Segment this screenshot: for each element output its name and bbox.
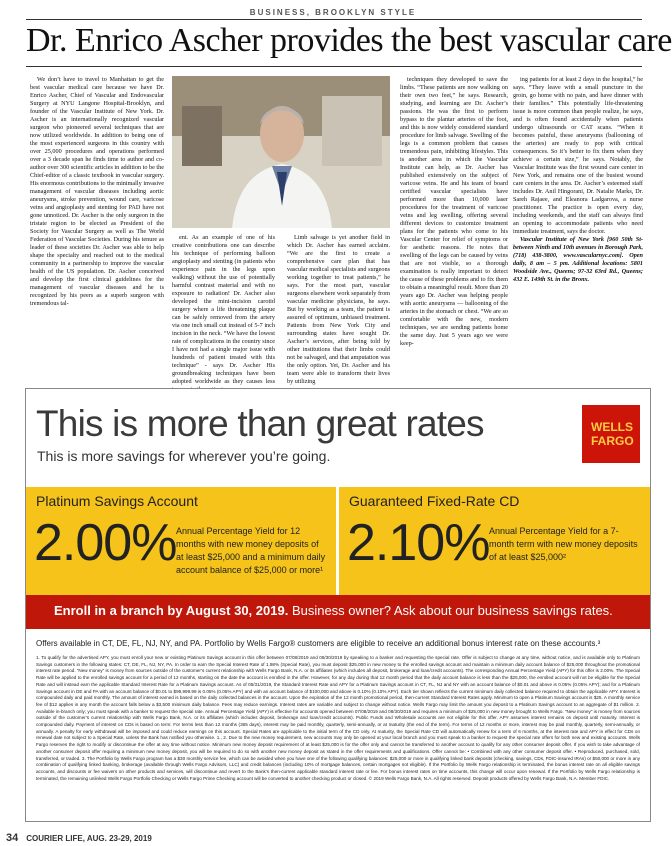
top-rule (26, 19, 642, 20)
ad-title: This is more than great rates (36, 403, 484, 444)
fine-print: 1. To qualify for the advertised APY, you must enroll your new or existing Platinum Savings account in this offer between 07/08/2019 and 08/30/2019 by speaking to a banker and requesting the special rate. Offer is subject to change at any time, without notice, and is available only to Platinum Savings customers in the following states: CT, DE, FL, NJ, NY, PA. In order to earn the Special Interest Rate of 1.98% (Special Rate), you must deposit $25,000 in new money to the enrolled savings account and maintain a minimum daily account balance of $25,000 throughout the promotional interest rate period. “New money” is money from sources outside of the customer’s current relationship with Wells Fargo Bank, N.A. or its affiliates (which includes all deposit, brokerage and loan/credit accounts). The corresponding Annual Percentage Yield (APY) for this offer is 2.00%. The Special Rate will be applied to the enrolled savings account for a period of 12 months, starting on the date the account is enrolled in the offer. However, for any day during that 12 month period that the daily account balance is less than the $25,000, the enrolled account will not be eligible for the Special Rate and will instead earn the applicable Standard Interest Rate for a Platinum Savings account. As of 05/31/2019, the Standard Interest Rate and APY for a Platinum Savings account in CT, FL, NJ and NY with an account balance of $0.01 and above is 0.05% (0.05% APY); and for a Platinum Savings account in DE and PA with an account balance of $0.01 to $99,999.99 is 0.05% (0.05% APY) and with an account balance of $100,000 and above is 0.10% (0.10% APY). Each tier shown reflects the current minimum daily collected balance required to obtain the applicable APY. Interest is compounded daily and paid monthly. The amount of interest earned is based on the daily collected balances in the account. Upon the expiration of the 12 month promotional period, then-current Standard Interest Rates apply. Minimum to open a Platinum Savings account is $25. A monthly service fee of $12 applies in any month the account falls below a $3,500 minimum daily balance. Fees may reduce earnings. Interest rates are variable and subject to change without notice. Wells Fargo may limit the amount you deposit to a Platinum Savings account to an aggregate of $1 million. 2. Available in-branch only; you must speak with a banker to request the special rate. Annual Percentage Yield (APY) is effective for accounts opened between 07/08/2019 and 08/30/2019 and requires a minimum of $25,000 in new money brought to Wells Fargo. “New money” is money from sources outside of the customer’s current relationship with Wells Fargo Bank, N.A. or its affiliates (which includes deposit, brokerage and loan/credit accounts). Public Funds and Wholesale accounts are not eligible for this offer. APY assumes interest remains on deposit until maturity. Interest is compounded daily. Payment of interest on CDs is based on term: For terms less than 12 months (365 days), interest may be paid monthly, quarterly, semi-annually, or at maturity (the end of the term). For terms of 12 months or more, interest may be paid monthly, quarterly, semi-annually, or annually. A penalty for early withdrawal will be imposed and could reduce earnings on this account. Special Rates are applicable to the initial term of the CD only. At maturity, the Special Rate CD will automatically renew for a term of 6 months, at the interest rate and APY in effect for CDs on renewal date not subject to a Special Rate, unless the Bank has notified you otherwise. 1., 2. Due to the new money requirement, new accounts may only be opened at your local branch and you must speak to a banker to request the special rate offers for both new and existing accounts. Wells Fargo reserves the right to modify or discontinue the offer at any time without notice. Minimum new money deposit requirement of at least $25,000 is for the offer only and cannot be transferred to another account to qualify for any other consumer deposit offer. If you wish to take advantage of another consumer deposit offer requiring a minimum new money deposit, you will be required to do so with another new money deposit as stated in the offer requirements and qualifications. Offer cannot be: • Combined with any other consumer deposit offer. • Reproduced, purchased, sold, transferred, or traded. 3. The Portfolio by Wells Fargo program has a $30 monthly service fee, which can be avoided when you have one of the following qualifying balances: $25,000 or more in qualifying linked bank deposits (checking, savings, CDs, FDIC-insured IRAs) or $50,000 or more in any combination of qualifying linked banking, brokerage (available through Wells Fargo Advisors, LLC) and credit balances (including 10% of mortgage balances, certain mortgages not eligible). If the Portfolio by Wells Fargo relationship is terminated, the bonus interest rate on all eligible savings accounts, and discounts or fee waivers on other products and services, will discontinue and revert to the Bank’s then-current applicable standard interest rate or fee. For bonus interest rates on time accounts, this change will occur upon renewal. If the Portfolio by Wells Fargo relationship is terminated, the remaining unlinked Wells Fargo Portfolio Checking or Wells Fargo Prime Checking account will be converted to another checking product or closed. © 2019 Wells Fargo Bank, N.A. All rights reserved. Deposit products offered by Wells Fargo Bank, N.A. Member FDIC. (36, 655, 640, 781)
platinum-desc: Annual Percentage Yield for 12 months with new money deposits of at least $25,000 and a minimum daily account balance of $25,000 or more¹ (176, 526, 326, 575)
enroll-text: Enroll in a branch by August 30, 2019. Business owner? Ask about our business savings rates. (54, 603, 613, 618)
section-kicker: BUSINESS, BROOKLYN STYLE (249, 8, 417, 17)
ad-subtitle: This is more savings for wherever you’re going. (37, 448, 331, 464)
wells-fargo-ad (25, 388, 651, 822)
article-column-3: Limb salvage is yet another field in which Dr. Ascher has earned acclaim. “We are the first to create a comprehensive care plan that has vascular medical specialists and surgeons working together to treat patients,” he says. For the most part, vascular surgeons elsewhere work separately from vascular medicine physicians, he says. But by working as a team, the patient is assured of optimum, unbiased treatment. Patients from New York City and surrounding states have sought Dr. Ascher’s services, after being told by other institutions that their limbs could not be salvaged, and that amputation was the only option. Yet, Dr. Ascher and his team were able to transform their lives by utilizing (287, 234, 390, 385)
offers-note: Offers available in CT, DE, FL, NJ, NY, and PA. Portfolio by Wells Fargo® customers are eligible to receive an additional bonus interest rate on these accounts.³ (36, 639, 601, 648)
article-column-4: techniques they developed to save the limbs. “These patients are now walking on their own two feet,” he says. Research, studying, and learning are Dr. Ascher’s passions. He was the first to perform bypass to the plantar arteries of the foot, and this is now widely considered standard procedure for limb salvage. Swelling of the legs is a common problem that causes tremendous pain, inhibiting lifestyles. This is another area in which the Vascular Institute can help, as Dr. Ascher has published extensively on the subject of varicose veins. He and his team of board certified vascular specialists have performed more than 10,000 laser procedures for the treatment of varicose veins and leg swelling, offering several different devices to customize treatment plans for the patients who come to his Vascular Center for relief of symptoms or for aesthetic reasons. He notes that swelling of the legs can be caused by veins that are not visible, so a thorough examination is really important to detect the cause of these problems and to fix them to obtain a meaningful result. More than 20 years ago Dr. Ascher was helping people with aortic aneurysms — ballooning of the arteries in the stomach or chest. “We are so comfortable with the new, modern techniques, we are sending patients home the same day. Just 5 years ago we were keep- (400, 76, 508, 347)
contact-info: Vascular Institute of New York [960 50th St-between Ninth and 10th avenues in Borough Park, (718) 438-3800, www.vascularnyc.com]. Open daily, 8 am – 5 pm. Additional locations: 5801 Woodside Ave., Queens; 97-32 63rd Rd., Queens; 432 E. 149th St. in the Bronx. (513, 236, 643, 283)
enroll-banner (26, 595, 650, 629)
doctor-photo-illustration (172, 76, 390, 228)
page-title: Dr. Enrico Ascher provides the best vascular care (26, 22, 672, 59)
cd-title: Guaranteed Fixed-Rate CD (349, 493, 520, 509)
doctor-photo (172, 76, 390, 228)
article-column-2: ent. As an example of one of his creative contributions one can describe his technique of performing balloon angioplasty and stenting (in patients who experience pain in the legs upon walking) without the use of potentially harmful contrast material and with no exposure to radiation! Dr. Ascher also developed the mini-incision carotid surgery where a life threatening plaque can be safely removed from the artery via one inch small cut instead of 5-7 inch incision in the neck. “We have the lowest rate of complications in the country since I have not had a single major issue with hundreds of patient treated with this technique” - says Dr. Ascher His groundbreaking techniques have been adopted worldwide as they causes less (172, 234, 275, 385)
platinum-title: Platinum Savings Account (36, 493, 198, 509)
cd-desc: Annual Percentage Yield for a 7-month term with new money deposits of at least $25,000² (489, 526, 638, 562)
platinum-savings-panel (26, 487, 336, 595)
page-number: 34 (6, 832, 19, 844)
article-column-5: ing patients for at least 2 days in the hospital,” he says. “They leave with a small puncture in the groin, go home with no pain, and have dinner with their families.” This potentially life-threatening issue is more common than people realize, he says, and is often found accidentally when patients undergo ultrasounds or CAT scans. “When it becomes painful, these aneurysms (ballooning of the arteries) are ready to pop with critical consequences. So it’s better to fix them when they achieve a certain size,” he says. Notably, the Vascular Institute was the first wound care center in New York, and remains one of the busiest wound care centers in the area. Dr. Ascher’s esteemed staff includes Dr. Anil Hingorani, Dr. Natalie Marks, Dr. Sareh Rajaee, and Eleanora Ladgarova, a nurse practitioner. The practice is open every day, including weekends, and the staff can always find an opening to accommodate patients who need immediate treatment, says the doctor. Vascular Institute of New York [960 50th St-between Ninth and 10th avenues in Borough Park, (718) 438-3800, www.vascularnyc.com]. Open daily, 8 am – 5 pm. Additional locations: 5801 Woodside Ave., Queens; 97-32 63rd Rd., Queens; 432 E. 149th St. in the Bronx. (513, 76, 643, 283)
headline-rule (26, 66, 642, 67)
page-footer (6, 832, 152, 844)
publication-date: COURIER LIFE, AUG. 23-29, 2019 (26, 834, 152, 843)
platinum-rate: 2.00% (34, 514, 177, 572)
article-column-1: We don’t have to travel to Manhattan to get the best vascular medical care because we have Dr. Enrico Ascher, Chief of Vascular and Endovascular Surgery at NYU Langone Hospital-Brooklyn, and founder of the Vascular Institute of New York. Dr. Ascher is an internationally recognized vascular surgeon who pioneered several techniques that are now utilized worldwide. In addition to being one of the most experienced surgeons in this country with over 25,000 procedures and operations performed over a 3 decade span he finds time to author and co-author over 300 scientific articles in addition to be the Chief-editor of a classic textbook in vascular surgery. His enormous contributions to the minimally invasive management of vascular diseases including aortic aneurysms, stroke prevention, wound care, varicose veins and angioplasty and stenting for PAD have not gone unnoticed. Dr. Ascher is the only surgeon in the tristate region to be elected as President of the Society for Vascular Surgery as well as The World Federation of Vascular Societies. During his tenure as leader of these societies Dr. Ascher was able to help shape the specialty and reached out to the medical community in a partnership to improve the vascular health of the US population. Dr. Ascher conceived and develop the first clinical guidelines for the management of vascular diseases and he is recognized by his peers as a superb surgeon with tremendous tal- (30, 76, 164, 307)
wells-fargo-logo: WELLS FARGO (582, 405, 640, 463)
fixed-rate-cd-panel (339, 487, 650, 595)
cd-rate: 2.10% (347, 514, 490, 572)
